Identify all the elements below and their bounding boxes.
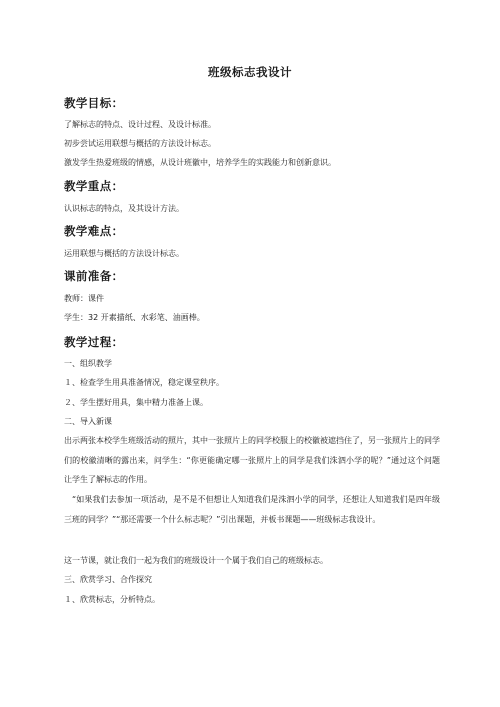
process-step-2-heading: 二、导入新课 xyxy=(64,417,112,426)
process-step-1-item-1: １、检查学生用具准备情况，稳定课堂秩序。 xyxy=(64,378,224,387)
preparation-student: 学生：32 开素描纸、水彩笔、油画棒。 xyxy=(64,313,205,322)
heading-process: 教学过程： xyxy=(64,335,124,349)
key-point-item-1: 认识标志的特点，及其设计方法。 xyxy=(64,204,184,213)
goal-item-2: 初步尝试运用联想与概括的方法设计标志。 xyxy=(64,139,216,148)
process-step-3-heading: 三、欣赏学习、合作探究 xyxy=(64,575,152,584)
heading-goals: 教学目标： xyxy=(64,96,124,110)
process-lesson-line: 这一节课，就让我们一起为我们的班级设计一个属于我们自己的班级标志。 xyxy=(64,556,328,565)
preparation-teacher: 教师：课件 xyxy=(64,294,104,303)
heading-key-points: 教学重点： xyxy=(64,179,124,193)
goal-item-1: 了解标志的特点、设计过程、及设计标准。 xyxy=(64,120,216,129)
process-question-paragraph: “如果我们去参加一项活动，是不是不但想让人知道我们是洙泗小学的同学，还想让人知道我们是四年级三班的同学？”“那还需要一个什么标志呢？”引出课题，并板书课题——班级标志我设计。 xyxy=(64,495,440,524)
page-title: 班级标志我设计 xyxy=(208,65,292,79)
process-step-3-item-1: １、欣赏标志，分析特点。 xyxy=(64,595,160,604)
process-intro-paragraph: 出示两张本校学生班级活动的照片，其中一张照片上的同学校服上的校徽被遮挡住了，另一张照片上的同学们的校徽清晰的露出来，问学生：“你更能确定哪一张照片上的同学是我们洙泗小学的呢？”通过这个问题让学生了解标志的作用。 xyxy=(64,436,440,485)
heading-preparation: 课前准备： xyxy=(64,269,124,283)
goal-item-3: 激发学生热爱班级的情感，从设计班徽中，培养学生的实践能力和创新意识。 xyxy=(64,158,336,167)
process-step-1-heading: 一、组织教学 xyxy=(64,359,112,368)
difficulty-item-1: 运用联想与概括的方法设计标志。 xyxy=(64,249,184,258)
process-step-1-item-2: ２、学生摆好用具，集中精力准备上课。 xyxy=(64,398,208,407)
heading-difficulties: 教学难点： xyxy=(64,224,124,238)
